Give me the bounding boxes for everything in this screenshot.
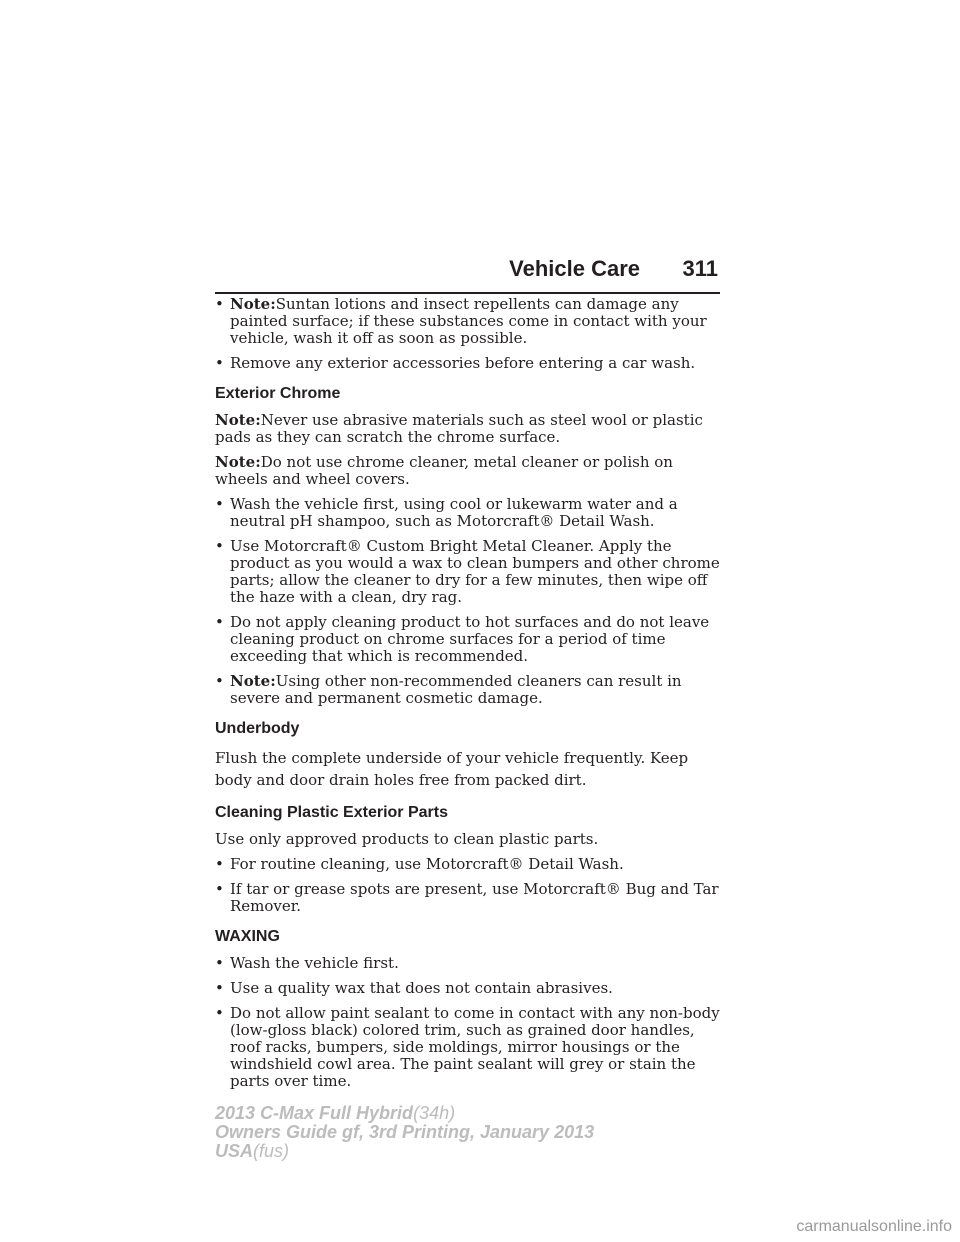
bullet-quality-wax (215, 980, 720, 997)
bullet-text: Wash the vehicle first. (230, 954, 399, 972)
bullet-tar-grease (215, 881, 720, 915)
heading-waxing: WAXING (215, 928, 280, 945)
watermark-link[interactable]: carmanualsonline.info (796, 1218, 952, 1235)
note-label: Note: (230, 295, 276, 313)
bullet-remove-accessories (215, 355, 720, 372)
print-footer (215, 1104, 594, 1161)
bullet-wash-vehicle (215, 955, 720, 972)
footer-line-guide (215, 1123, 594, 1142)
bullet-text: For routine cleaning, use Motorcraft® Detail Wash. (230, 855, 624, 873)
bullet-text: Use Motorcraft® Custom Bright Metal Cleaner. Apply the product as you would a wax to clean bumpers and other chrome parts; allow the cleaner to dry for a few minutes, then wipe off the haze with a clean, dry rag. (230, 537, 720, 606)
page-number: 311 (682, 256, 718, 281)
bullet-paint-sealant (215, 1005, 720, 1090)
footer-guide: Owners Guide gf, 3rd Printing, January 2013 (215, 1122, 595, 1142)
plastic-paragraph: Use only approved products to clean plastic parts. (215, 830, 599, 848)
note-text: Do not use chrome cleaner, metal cleaner or polish on wheels and wheel covers. (215, 453, 673, 488)
bullet-wash-first (215, 496, 720, 530)
note-abrasive (215, 412, 720, 446)
bullet-routine-cleaning (215, 856, 720, 873)
note-chrome-cleaner (215, 454, 720, 488)
bullet-text: Do not allow paint sealant to come in contact with any non-body (low-gloss black) colored trim, such as grained door handles, roof racks, bumpers, side moldings, mirror housings or the windshield cowl area. The paint sealant will grey or stain the parts over time. (230, 1004, 720, 1090)
bullet-suntan-note (215, 296, 720, 347)
bullet-hot-surfaces (215, 614, 720, 665)
note-label: Note: (215, 453, 261, 471)
footer-model: 2013 C-Max Full Hybrid (215, 1103, 414, 1123)
bullet-text: Suntan lotions and insect repellents can damage any painted surface; if these substances come in contact with your vehicle, wash it off as soon as possible. (230, 295, 707, 347)
bullet-text: Do not apply cleaning product to hot surfaces and do not leave cleaning product on chrome surfaces for a period of time exceeding that which is recommended. (230, 613, 710, 665)
page-header (215, 252, 720, 294)
footer-line-market (215, 1142, 594, 1161)
note-label: Note: (230, 672, 276, 690)
underbody-paragraph: Flush the complete underside of your vehicle frequently. Keep body and door drain holes free from packed dirt. (215, 749, 689, 789)
page-content (215, 296, 720, 1098)
bullet-metal-cleaner (215, 538, 720, 606)
note-label: Note: (215, 411, 261, 429)
footer-market: USA (215, 1141, 254, 1161)
bullet-text: Remove any exterior accessories before entering a car wash. (230, 354, 696, 372)
footer-line-model (215, 1104, 594, 1123)
heading-exterior-chrome: Exterior Chrome (215, 385, 341, 402)
footer-market-code: (fus) (253, 1141, 290, 1161)
section-title: Vehicle Care (509, 256, 640, 281)
footer-model-code: (34h) (413, 1103, 456, 1123)
bullet-other-cleaners-note (215, 673, 720, 707)
bullet-text: Wash the vehicle first, using cool or lukewarm water and a neutral pH shampoo, such as Motorcraft® Detail Wash. (230, 495, 678, 530)
bullet-text: If tar or grease spots are present, use Motorcraft® Bug and Tar Remover. (230, 880, 719, 915)
bullet-text: Use a quality wax that does not contain abrasives. (230, 979, 613, 997)
bullet-text: Using other non-recommended cleaners can result in severe and permanent cosmetic damage. (230, 672, 682, 707)
heading-underbody: Underbody (215, 720, 300, 737)
heading-cleaning-plastic: Cleaning Plastic Exterior Parts (215, 804, 448, 821)
note-text: Never use abrasive materials such as steel wool or plastic pads as they can scratch the chrome surface. (215, 411, 703, 446)
